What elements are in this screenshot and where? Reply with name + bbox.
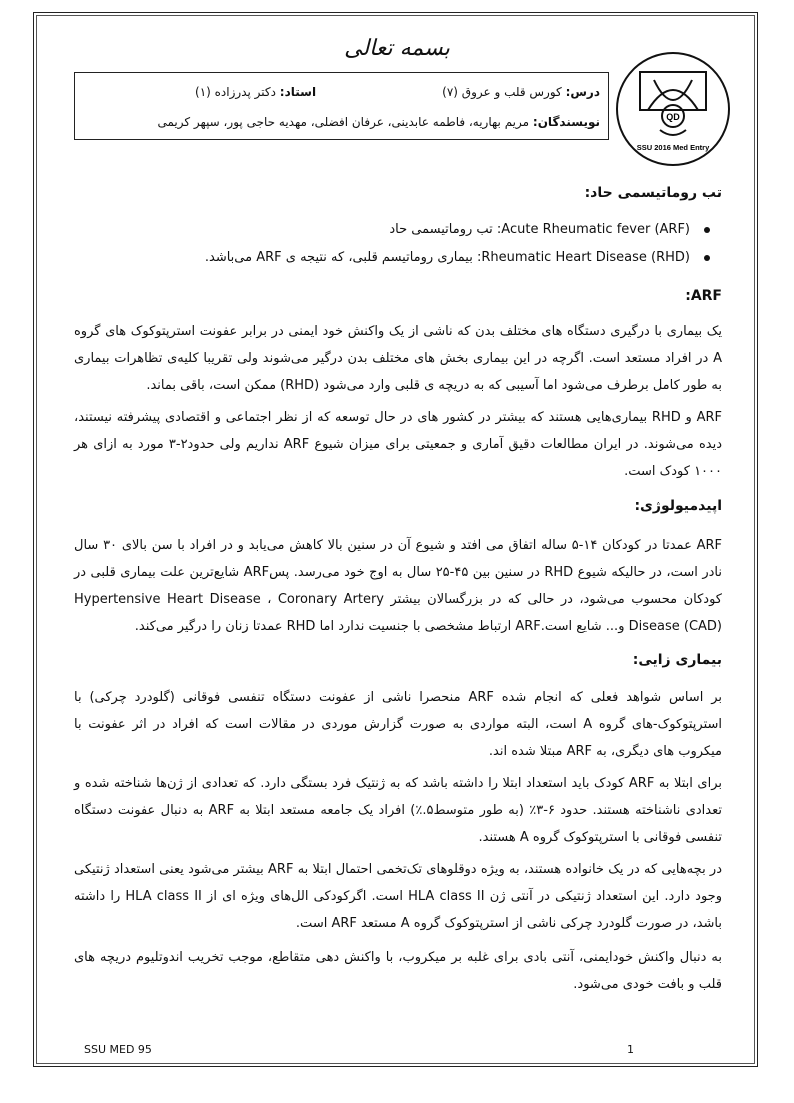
authors-label: نویسندگان:	[532, 115, 600, 129]
pathogenesis-paragraph-3: در بچه‌هایی که در یک خانواده هستند، به ویژه دوقلوهای تک‌تخمی احتمال ابتلا به ARF بیشتر می‌شود یعنی استعداد ژنتیکی وجود دارد. این استعداد ژنتیکی در آنتی ژن HLA class II است. اگرکودکی الل‌های ویژه ای از HLA class II را داشته باشد، در صورت گلودرد چرکی ناشی از استرپتوکوک گروه A مستعد ARF است.	[74, 862, 723, 931]
teacher-info	[195, 85, 316, 99]
heading-arf: ARF:	[685, 288, 722, 304]
page-number: 1	[627, 1043, 634, 1056]
ssu-logo-graphic	[614, 50, 732, 168]
pathogenesis-paragraph-4: به دنبال واکنش خودایمنی، آنتی بادی برای غلبه بر میکروب، با واکنش دهی متقاطع، موجب تخریب اندوتلیوم دریچه های قلب و بافت خودی می‌شود.	[74, 950, 722, 992]
basmala: بسمه تعالی	[344, 36, 450, 61]
list-item	[190, 244, 712, 272]
footer-label: SSU MED 95	[84, 1043, 152, 1056]
bullet-arf-text: Acute Rheumatic fever (ARF): تب روماتیسمی حاد	[389, 222, 690, 237]
heading-pathogenesis: بیماری زایی:	[632, 652, 722, 668]
arf-paragraph-1: یک بیماری با درگیری دستگاه های مختلف بدن که ناشی از یک واکنش خود ایمنی در برابر عفونت استرپتوکوک های گروه A در افراد مستعد است. اگرچه در این بیماری بخش های مختلف بدن درگیر می‌شوند ولی تقریبا کلیه‌ی تظاهرات بیماری به طور کامل برطرف می‌شود اما آسیبی که به دریچه ی قلبی وارد می‌شود (RHD) ممکن است، باقی بماند.	[74, 324, 722, 393]
teacher-value: دکتر پدرزاده (۱)	[195, 85, 276, 99]
arf-paragraph-2: ARF و RHD بیماری‌هایی هستند که بیشتر در کشور های در حال توسعه که از نظر اجتماعی و اقتصادی پیشرفته نیستند، دیده می‌شوند. در ایران مطالعات دقیق آماری و جمعیتی برای میزان شیوع ARF نداریم ولی حدود۲-۳ مورد به ازای هر ۱۰۰۰ کودک است.	[74, 410, 722, 479]
course-label: درس:	[565, 85, 600, 99]
authors-value: مریم بهاریه، فاطمه عابدینی، عرفان افضلی، مهدیه حاجی پور، سپهر کریمی	[157, 115, 530, 129]
pathogenesis-paragraph-1: بر اساس شواهد فعلی که انجام شده ARF منحصرا ناشی از عفونت دستگاه تنفسی فوقانی (گلودرد چرکی) با استرپتوکوک-های گروه A است، البته مواردی به صورت گزارش موردی در مقالات است که افراد در اثر عفونت با میکروب های دیگری، به ARF مبتلا شده اند.	[74, 690, 723, 759]
heading-epidemiology: اپیدمیولوژی:	[634, 498, 722, 514]
course-value: کورس قلب و عروق (۷)	[442, 85, 562, 99]
logo-caption: SSU 2016 Med Entry	[636, 143, 710, 152]
bullet-icon	[704, 227, 710, 233]
svg-text:QD: QD	[666, 112, 680, 122]
pathogenesis-paragraph-2: برای ابتلا به ARF کودک باید استعداد ابتلا را داشته باشد که به ژنتیک فرد بستگی دارد. که تعدادی از ژن‌ها شناخته شده و تعدادی ناشناخته هستند. حدود ۶-۳٪ (به طور متوسط۵.٪) افراد یک جامعه مستعد ابتلا به ARF به دنبال عفونت دستگاه تنفسی فوقانی با استرپتوکوک گروه A هستند.	[74, 776, 723, 845]
definitions-list	[190, 216, 712, 272]
teacher-label: استاد:	[279, 85, 317, 99]
list-item	[190, 216, 712, 244]
bullet-rhd-text: Rheumatic Heart Disease (RHD): بیماری روماتیسم قلبی، که نتیجه ی ARF می‌باشد.	[204, 250, 690, 265]
header-box	[74, 72, 609, 140]
bullet-icon	[704, 255, 710, 261]
ssu-logo	[614, 50, 732, 168]
epidemiology-paragraph: ARF عمدتا در کودکان ۱۴-۵ ساله اتفاق می افتد و شیوع آن در سنین بالا کاهش می‌یابد و در افراد با سن بالای ۳۰ سال نادر است، در حالیکه شیوع RHD در سنین بین ۴۵-۲۵ سال به اوج خود می‌رسد. پسARF شایع‌ترین علت بیماری قلبی در کودکان محسوب می‌شود، در حالی که در بزرگسالان بیشتر Hypertensive Heart Disease ، Coronary Artery Disease (CAD) و... شایع است.ARF ارتباط مشخصی با جنسیت ندارد اما RHD عمدتا زنان را درگیر می‌کند.	[74, 538, 722, 634]
heading-acute-rheumatic-fever: تب روماتیسمی حاد:	[584, 185, 722, 201]
authors-info	[157, 115, 600, 129]
course-info	[442, 85, 600, 99]
